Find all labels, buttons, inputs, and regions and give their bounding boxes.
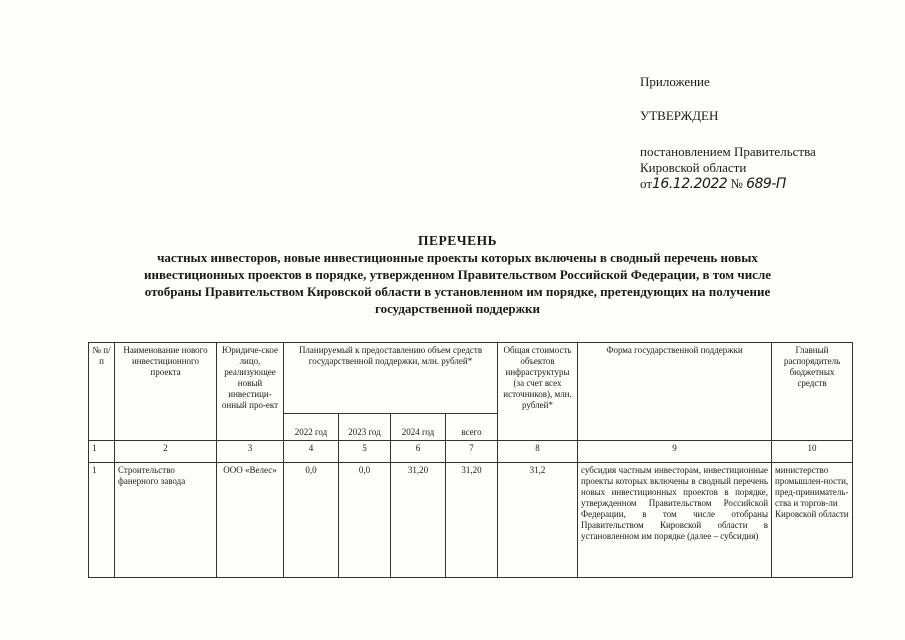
document-title — [95, 232, 820, 317]
column-number: 6 — [391, 441, 446, 463]
decree-line-1: постановлением Правительства — [640, 144, 816, 159]
header-num: № п/п — [89, 343, 115, 441]
column-number: 4 — [284, 441, 339, 463]
handwritten-number: 689-П — [746, 176, 786, 192]
title-line-3: отобраны Правительством Кировской области в установленном им порядке, претендующих на получение — [144, 284, 771, 299]
cell-form: субсидия частным инвесторам, инвестиционные проекты которых включены в сводный перечень новых инвестиционных проектов в порядке, утвержденном Правительством Российской Федерации, в том числе отобраны Правительством Кировской области в установленном им порядке (далее – субсидия) — [578, 463, 772, 578]
header-manager: Главный распорядитель бюджетных средств — [772, 343, 853, 441]
decree-date-line — [640, 176, 880, 192]
header-project: Наименование нового инвестиционного проекта — [115, 343, 217, 441]
handwritten-date: 16.12.2022 — [652, 176, 728, 192]
header-2023: 2023 год — [339, 414, 391, 441]
title-line-2: инвестиционных проектов в порядке, утвержденном Правительством Российской Федерации, в том числе — [143, 267, 772, 282]
column-number: 2 — [115, 441, 217, 463]
table-row — [89, 463, 853, 578]
cell-2022: 0,0 — [284, 463, 339, 578]
title-main: ПЕРЕЧЕНЬ — [417, 233, 498, 248]
number-prefix: № — [730, 176, 743, 191]
title-line-1: частных инвесторов, новые инвестиционные проекты которых включены в сводный перечень новых — [157, 250, 758, 265]
cell-manager: министерство промышлен-ности, пред-приниматель-ства и торгов-ли Кировской области — [772, 463, 853, 578]
column-number: 10 — [772, 441, 853, 463]
header-2022: 2022 год — [284, 414, 339, 441]
column-number: 1 — [89, 441, 115, 463]
cell-infra: 31,2 — [498, 463, 578, 578]
column-number: 3 — [217, 441, 284, 463]
header-total: всего — [446, 414, 498, 441]
cell-project: Строительство фанерного завода — [115, 463, 217, 578]
header-entity: Юридиче-ское лицо, реализующее новый инвестици-онный про-ект — [217, 343, 284, 441]
decree-line-2: Кировской области — [640, 160, 747, 175]
cell-2023: 0,0 — [339, 463, 391, 578]
approved-label: УТВЕРЖДЕН — [640, 108, 719, 123]
column-number: 9 — [578, 441, 772, 463]
appendix-label: Приложение — [640, 74, 710, 89]
header-2024: 2024 год — [391, 414, 446, 441]
projects-table — [88, 342, 853, 578]
cell-total: 31,20 — [446, 463, 498, 578]
title-line-4: государственной поддержки — [374, 301, 540, 316]
column-number: 8 — [498, 441, 578, 463]
column-number: 5 — [339, 441, 391, 463]
approval-block — [640, 74, 880, 192]
column-number: 7 — [446, 441, 498, 463]
header-infra: Общая стоимость объектов инфраструктуры (за счет всех источников), млн. рублей* — [498, 343, 578, 441]
column-number-row — [89, 441, 853, 463]
date-prefix: от — [640, 176, 653, 191]
cell-2024: 31,20 — [391, 463, 446, 578]
cell-entity: ООО «Велес» — [217, 463, 284, 578]
cell-num: 1 — [89, 463, 115, 578]
header-funding: Планируемый к предоставлению объем средств государственной поддержки, млн. рублей* — [284, 343, 498, 414]
header-form: Форма государственной поддержки — [578, 343, 772, 441]
